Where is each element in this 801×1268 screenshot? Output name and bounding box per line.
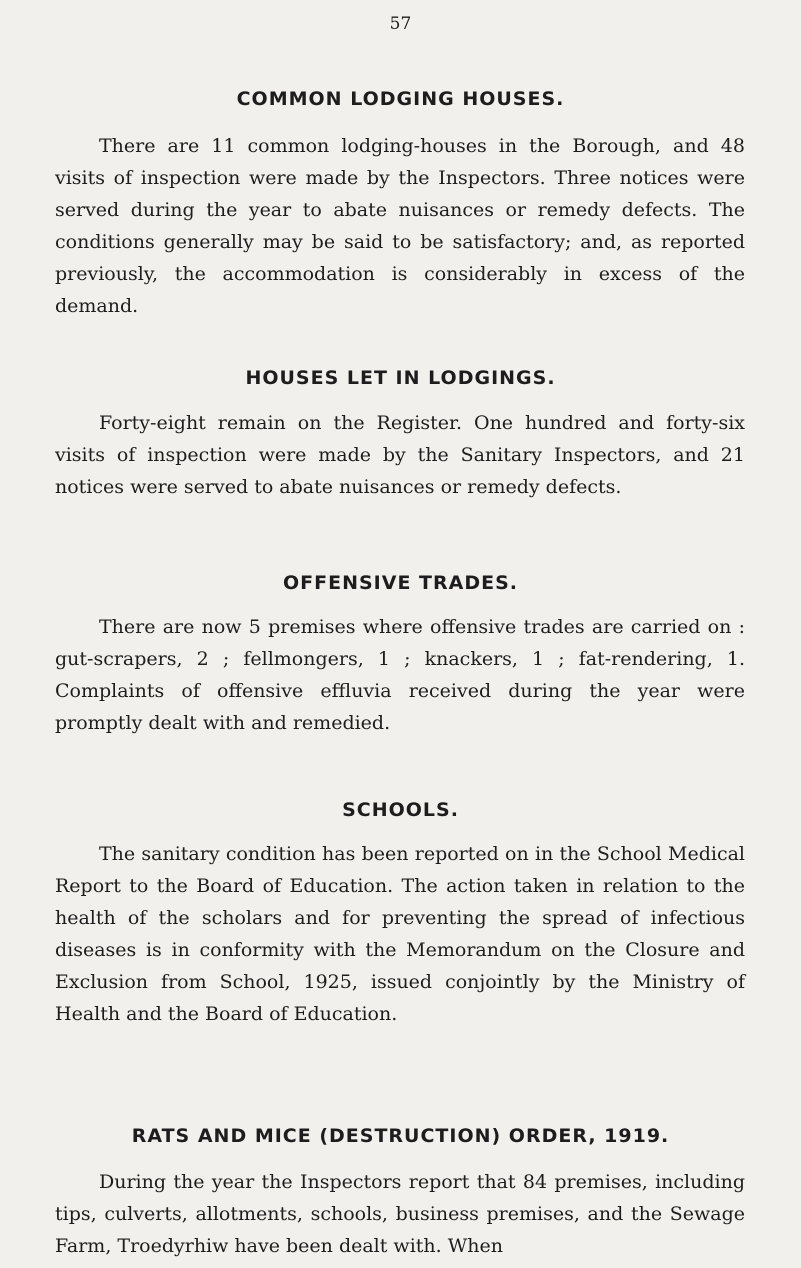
section-text-common-lodging-houses: There are 11 common lodging-houses in the Borough, and 48 visits of inspection were made by the Inspectors. Three notices were served during the year to abate nuisances or remedy defects. The conditions generally may be said to be satisfactory; and, as reported previously, the accommodation is considerably in excess of the demand.: [55, 135, 745, 317]
section-heading-schools: SCHOOLS.: [342, 799, 459, 821]
section-text-rats-and-mice-order: During the year the Inspectors report that 84 premises, including tips, culverts, allotments, schools, business premises, and the Sewage Farm, Troedyrhiw have been dealt with. When: [55, 1171, 745, 1257]
section-heading-houses-let-in-lodgings: HOUSES LET IN LODGINGS.: [245, 367, 556, 389]
section-text-schools: The sanitary condition has been reported on in the School Medical Report to the Board of Education. The action taken in relation to the health of the scholars and for preventing the spread of infectious diseases is in conformity with the Memorandum on the Closure and Exclusion from School, 1925, issued conjointly by the Ministry of Health and the Board of Education.: [55, 843, 745, 1025]
section-heading-rats-and-mice-order: RATS AND MICE (DESTRUCTION) ORDER, 1919.: [131, 1125, 670, 1147]
page-number: 57: [389, 14, 412, 34]
section-heading-common-lodging-houses: COMMON LODGING HOUSES.: [236, 88, 565, 110]
section-heading-offensive-trades: OFFENSIVE TRADES.: [283, 572, 518, 594]
section-text-houses-let-in-lodgings: Forty-eight remain on the Register. One hundred and forty-six visits of inspection were made by the Sanitary Inspectors, and 21 notices were served to abate nuisances or remedy defects.: [55, 412, 745, 498]
section-text-offensive-trades: There are now 5 premises where offensive trades are carried on : gut-scrapers, 2 ; fellmongers, 1 ; knackers, 1 ; fat-rendering, 1. Complaints of offensive effluvia received during the year were promptly dealt with and remedied.: [55, 616, 745, 734]
